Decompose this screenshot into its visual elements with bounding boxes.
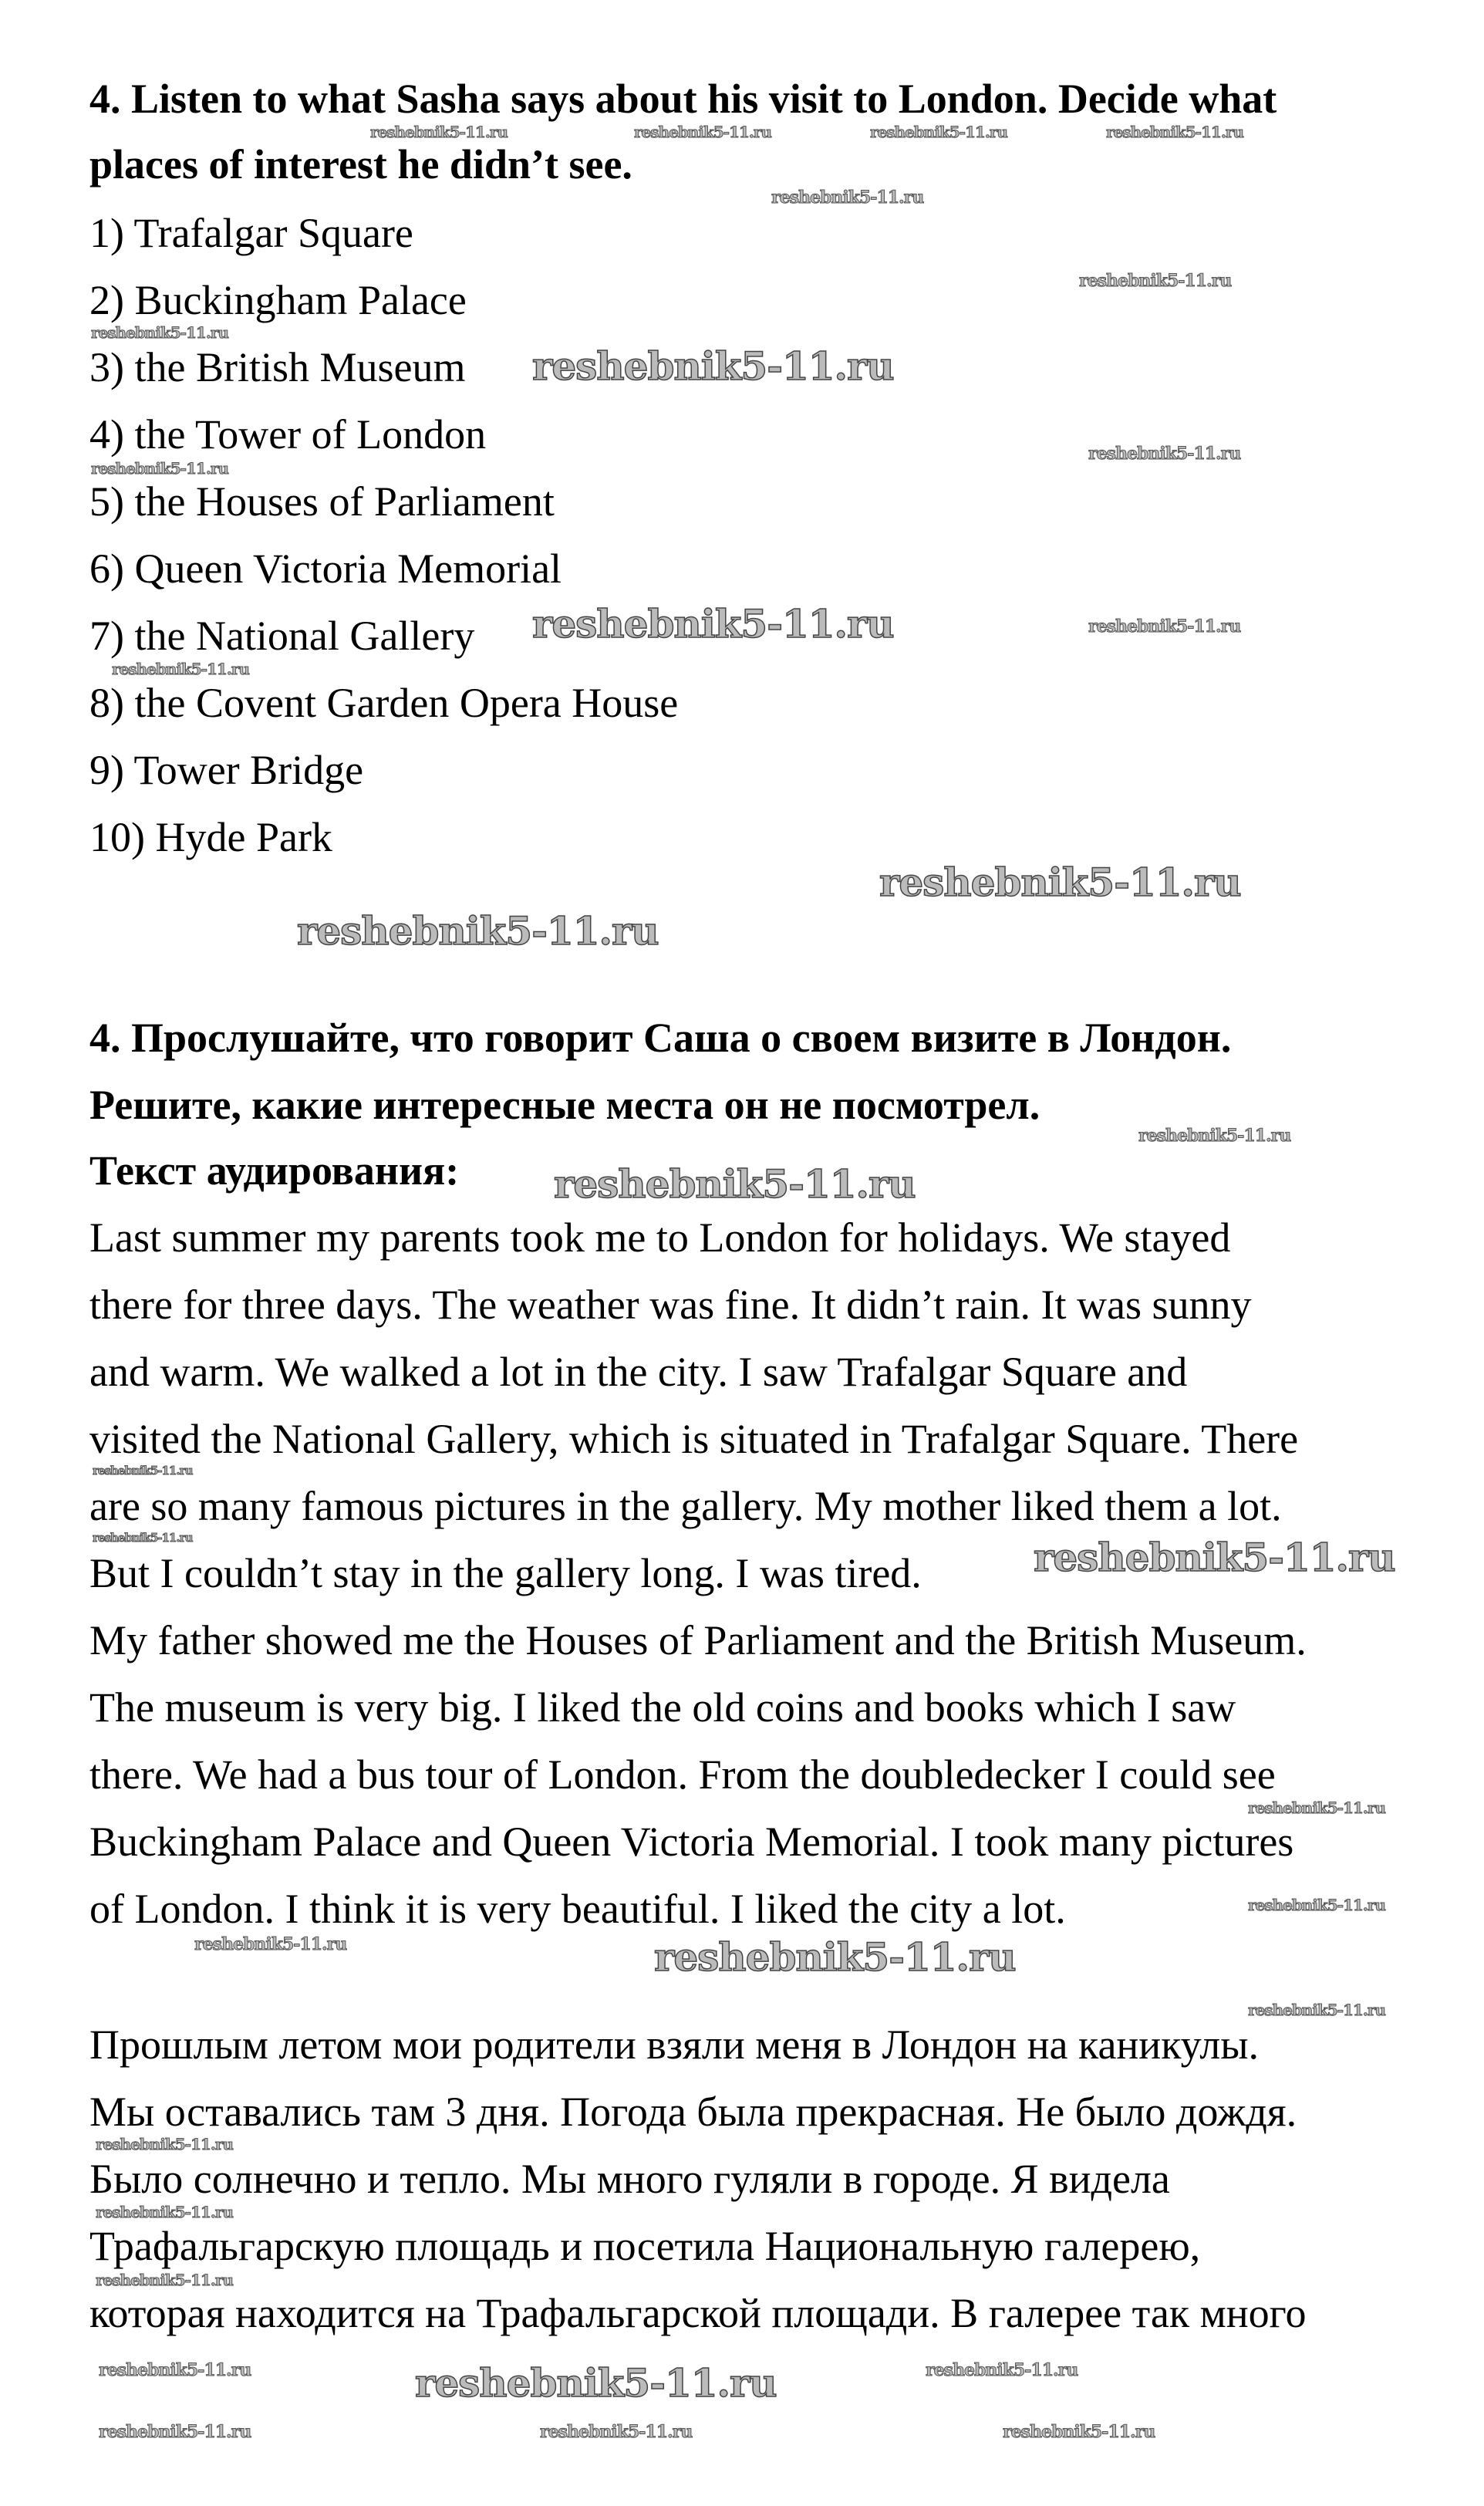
list-item: 5) the Houses of Parliament <box>89 478 555 525</box>
transcript-line: visited the National Gallery, which is situated in Trafalgar Square. There <box>89 1416 1299 1462</box>
task-ru-heading-line-1: 4. Прослушайте, что говорит Саша о своем визите в Лондон. <box>89 1015 1232 1061</box>
list-item: 3) the British Museum <box>89 344 466 390</box>
list-item: 6) Queen Victoria Memorial <box>89 545 562 592</box>
watermark: reshebnik5-11.ru <box>112 660 249 678</box>
watermark: reshebnik5-11.ru <box>297 908 659 954</box>
watermark: reshebnik5-11.ru <box>879 860 1241 905</box>
watermark: reshebnik5-11.ru <box>91 459 228 478</box>
translation-line: Прошлым летом мои родители взяли меня в Лондон на каникулы. <box>89 2021 1260 2068</box>
transcript-line: and warm. We walked a lot in the city. I saw Trafalgar Square and <box>89 1349 1188 1395</box>
watermark: reshebnik5-11.ru <box>1003 2422 1155 2442</box>
watermark: reshebnik5-11.ru <box>93 1464 193 1478</box>
watermark: reshebnik5-11.ru <box>96 2271 233 2289</box>
translation-line: Трафальгарскую площадь и посетила Национальную галерею, <box>89 2223 1201 2269</box>
watermark: reshebnik5-11.ru <box>870 123 1007 141</box>
task-ru-heading-line-2: Решите, какие интересные места он не посмотрел. <box>89 1082 1040 1128</box>
watermark: reshebnik5-11.ru <box>1248 1896 1385 1914</box>
transcript-line: My father showed me the Houses of Parliament and the British Museum. <box>89 1617 1307 1663</box>
task-heading-line-2: places of interest he didn’t see. <box>89 141 632 187</box>
list-item: 1) Trafalgar Square <box>89 210 413 256</box>
watermark: reshebnik5-11.ru <box>532 343 894 389</box>
translation-line: Мы оставались там 3 дня. Погода была прекрасная. Не было дождя. <box>89 2089 1297 2135</box>
watermark: reshebnik5-11.ru <box>654 1934 1016 1980</box>
list-item: 8) the Covent Garden Opera House <box>89 680 679 726</box>
watermark: reshebnik5-11.ru <box>96 2135 233 2153</box>
watermark: reshebnik5-11.ru <box>96 2203 233 2221</box>
watermark: reshebnik5-11.ru <box>99 2360 251 2380</box>
transcript-line: But I couldn’t stay in the gallery long. I was tired. <box>89 1550 922 1596</box>
transcript-line: The museum is very big. I liked the old coins and books which I saw <box>89 1684 1236 1731</box>
transcript-line: of London. I think it is very beautiful. I liked the city a lot. <box>89 1886 1066 1932</box>
transcript-line: are so many famous pictures in the gallery. My mother liked them a lot. <box>89 1483 1282 1529</box>
task-heading-line-1: 4. Listen to what Sasha says about his visit to London. Decide what <box>89 76 1277 122</box>
watermark: reshebnik5-11.ru <box>93 1531 193 1545</box>
watermark: reshebnik5-11.ru <box>91 323 228 342</box>
watermark: reshebnik5-11.ru <box>540 2422 693 2442</box>
transcript-line: there. We had a bus tour of London. From the doubledecker I could see <box>89 1751 1276 1798</box>
list-item: 7) the National Gallery <box>89 613 475 659</box>
watermark: reshebnik5-11.ru <box>1034 1535 1395 1580</box>
transcript-line: Buckingham Palace and Queen Victoria Memorial. I took many pictures <box>89 1819 1294 1865</box>
watermark: reshebnik5-11.ru <box>415 2360 777 2406</box>
transcript-label: Текст аудирования: <box>89 1147 460 1194</box>
list-item: 4) the Tower of London <box>89 411 487 458</box>
watermark: reshebnik5-11.ru <box>554 1161 916 1207</box>
transcript-line: Last summer my parents took me to London for holidays. We stayed <box>89 1214 1231 1261</box>
watermark: reshebnik5-11.ru <box>1088 444 1241 464</box>
watermark: reshebnik5-11.ru <box>771 187 924 208</box>
list-item: 2) Buckingham Palace <box>89 277 467 323</box>
translation-line: которая находится на Трафальгарской площади. В галерее так много <box>89 2290 1307 2336</box>
list-item: 9) Tower Bridge <box>89 747 364 793</box>
watermark: reshebnik5-11.ru <box>370 123 508 141</box>
watermark: reshebnik5-11.ru <box>926 2360 1078 2380</box>
watermark: reshebnik5-11.ru <box>1079 271 1232 291</box>
list-item: 10) Hyde Park <box>89 814 332 860</box>
watermark: reshebnik5-11.ru <box>1248 1798 1385 1817</box>
watermark: reshebnik5-11.ru <box>1088 616 1241 637</box>
transcript-line: there for three days. The weather was fine. It didn’t rain. It was sunny <box>89 1282 1252 1328</box>
watermark: reshebnik5-11.ru <box>1138 1126 1291 1146</box>
watermark: reshebnik5-11.ru <box>194 1934 347 1954</box>
translation-line: Было солнечно и тепло. Мы много гуляли в городе. Я видела <box>89 2156 1170 2202</box>
watermark: reshebnik5-11.ru <box>634 123 771 141</box>
watermark: reshebnik5-11.ru <box>532 601 894 647</box>
watermark: reshebnik5-11.ru <box>1248 2001 1385 2019</box>
watermark: reshebnik5-11.ru <box>1106 123 1243 141</box>
watermark: reshebnik5-11.ru <box>99 2422 251 2442</box>
